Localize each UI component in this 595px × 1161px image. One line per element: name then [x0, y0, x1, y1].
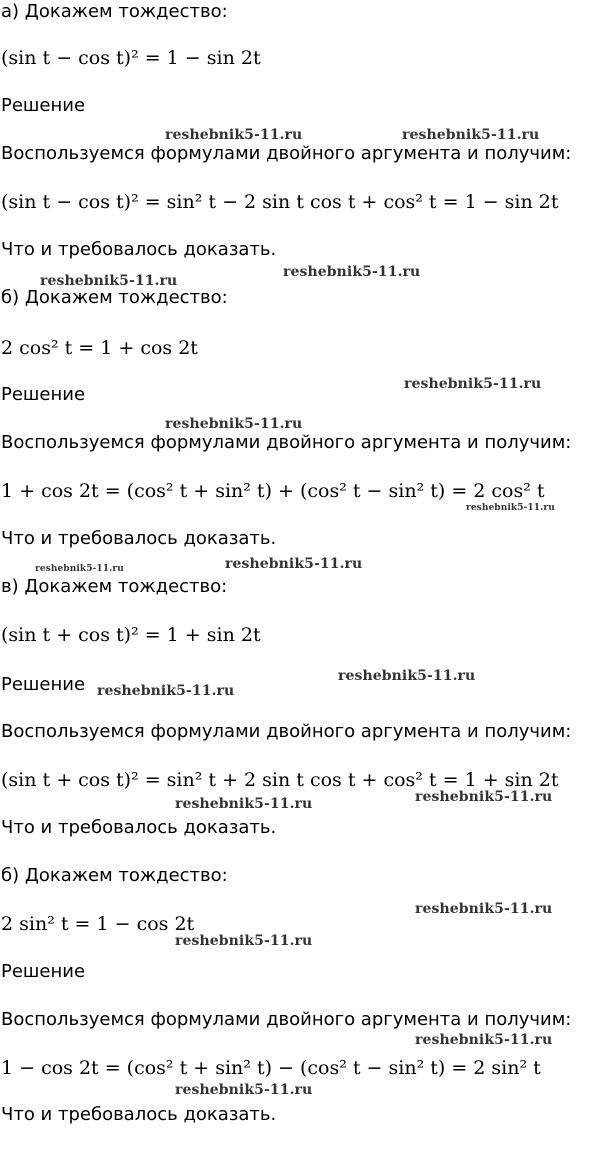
- part-a-solution: Решение: [1, 95, 86, 116]
- part-b-derivation: 1 + cos 2t = (cos² t + sin² t) + (cos² t − sin² t) = 2 cos² t: [1, 480, 545, 502]
- part-a-heading: а) Докажем тождество:: [1, 1, 228, 22]
- part-a-conclusion: Что и требовалось доказать.: [1, 239, 277, 260]
- part-a-identity: (sin t − cos t)² = 1 − sin 2t: [1, 47, 261, 69]
- part-c-heading: в) Докажем тождество:: [1, 576, 228, 597]
- watermark: reshebnik5-11.ru: [40, 273, 178, 289]
- part-c-conclusion: Что и требовалось доказать.: [1, 817, 277, 838]
- watermark: reshebnik5-11.ru: [404, 376, 542, 392]
- part-d-solution: Решение: [1, 961, 86, 982]
- watermark: reshebnik5-11.ru: [165, 127, 303, 143]
- part-a-method: Воспользуемся формулами двойного аргумента и получим:: [1, 143, 572, 164]
- watermark: reshebnik5-11.ru: [415, 789, 553, 805]
- part-d-method: Воспользуемся формулами двойного аргумента и получим:: [1, 1009, 572, 1030]
- watermark: reshebnik5-11.ru: [415, 901, 553, 917]
- part-d-heading: б) Докажем тождество:: [1, 865, 228, 886]
- part-d-conclusion: Что и требовалось доказать.: [1, 1104, 277, 1125]
- part-b-identity: 2 cos² t = 1 + cos 2t: [1, 337, 198, 359]
- part-c-solution: Решение: [1, 674, 86, 695]
- part-b-method: Воспользуемся формулами двойного аргумента и получим:: [1, 432, 572, 453]
- part-a-derivation: (sin t − cos t)² = sin² t − 2 sin t cos t + cos² t = 1 − sin 2t: [1, 191, 559, 213]
- watermark: reshebnik5-11.ru: [175, 1082, 313, 1098]
- watermark: reshebnik5-11.ru: [466, 503, 555, 513]
- part-b-heading: б) Докажем тождество:: [1, 287, 228, 308]
- part-d-derivation: 1 − cos 2t = (cos² t + sin² t) − (cos² t − sin² t) = 2 sin² t: [1, 1057, 541, 1079]
- part-b-conclusion: Что и требовалось доказать.: [1, 528, 277, 549]
- part-c-derivation: (sin t + cos t)² = sin² t + 2 sin t cos t + cos² t = 1 + sin 2t: [1, 769, 559, 791]
- watermark: reshebnik5-11.ru: [225, 556, 363, 572]
- watermark: reshebnik5-11.ru: [283, 264, 421, 280]
- part-b-solution: Решение: [1, 384, 86, 405]
- watermark: reshebnik5-11.ru: [338, 668, 476, 684]
- watermark: reshebnik5-11.ru: [165, 416, 303, 432]
- watermark: reshebnik5-11.ru: [175, 796, 313, 812]
- part-d-identity: 2 sin² t = 1 − cos 2t: [1, 913, 195, 935]
- part-c-method: Воспользуемся формулами двойного аргумента и получим:: [1, 721, 572, 742]
- watermark: reshebnik5-11.ru: [175, 933, 313, 949]
- watermark: reshebnik5-11.ru: [35, 564, 124, 574]
- watermark: reshebnik5-11.ru: [402, 127, 540, 143]
- part-c-identity: (sin t + cos t)² = 1 + sin 2t: [1, 624, 261, 646]
- watermark: reshebnik5-11.ru: [97, 683, 235, 699]
- watermark: reshebnik5-11.ru: [415, 1032, 553, 1048]
